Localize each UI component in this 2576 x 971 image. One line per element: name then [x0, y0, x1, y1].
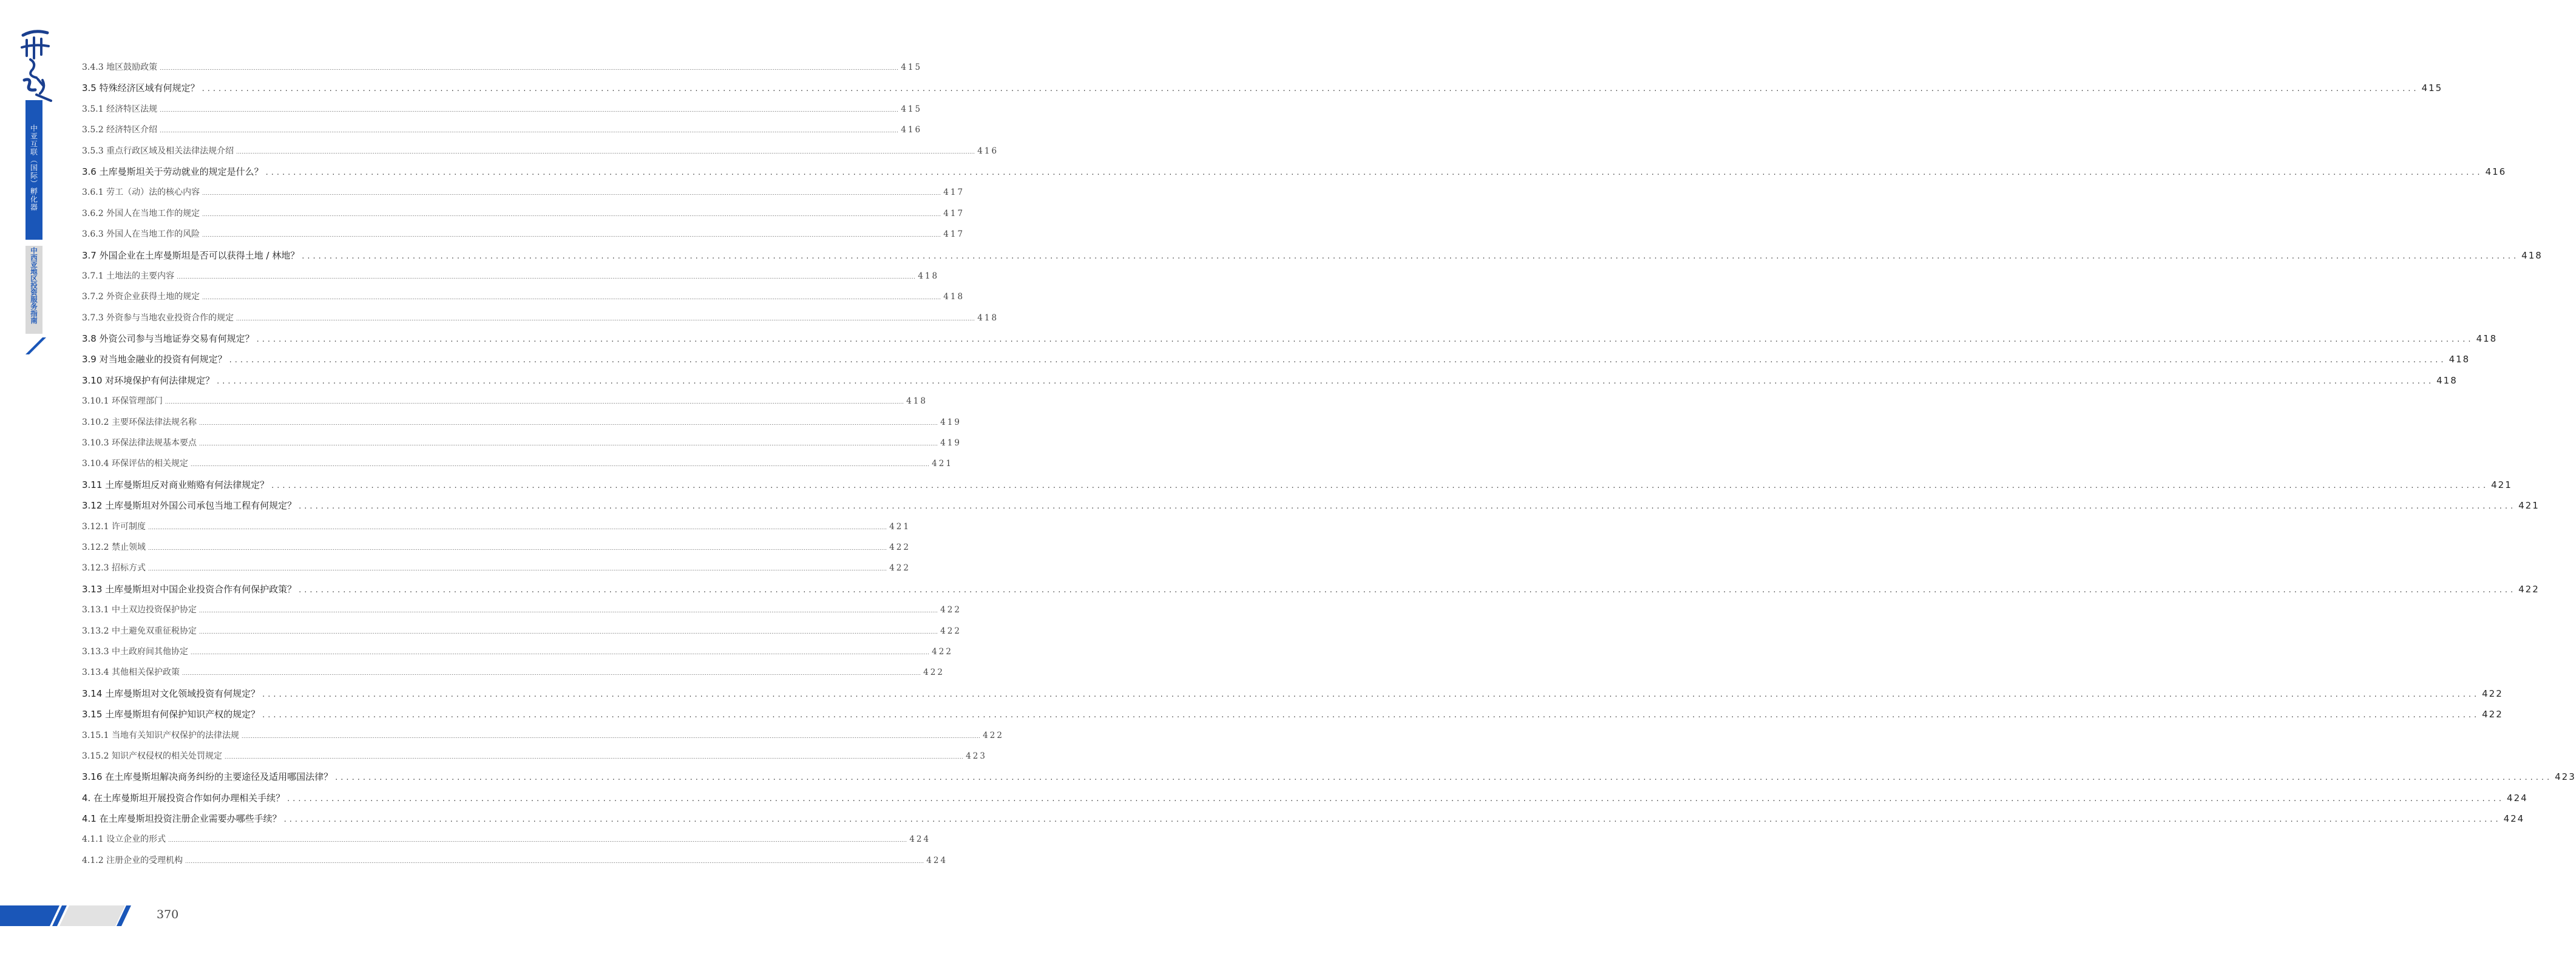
toc-entry-title: 3.4.3 地区鼓励政策 — [82, 63, 158, 72]
toc-entry-title: 3.5 特殊经济区域有何规定？ — [82, 83, 200, 94]
toc-entry-title: 3.7.1 土地法的主要内容 — [82, 271, 175, 281]
toc-entry-subsection[interactable] — [82, 144, 999, 165]
toc-entry-page: 422 — [2482, 688, 2503, 699]
toc-entry-subsection[interactable] — [82, 561, 910, 582]
toc-entry-section[interactable] — [82, 478, 2512, 499]
dot-leader: ................................................................................................................................................................................................................................................................................................................................................................................................................ — [164, 399, 904, 405]
toc-entry-subsection[interactable] — [82, 603, 961, 624]
toc-entry-page: 417 — [943, 188, 965, 198]
toc-entry-title: 3.13.3 中土政府间其他协定 — [82, 646, 188, 657]
toc-entry-title: 3.6.3 外国人在当地工作的风险 — [82, 229, 200, 240]
toc-entry-page: 424 — [926, 855, 948, 865]
dot-leader: ................................................................................................................................................................................................................................................................................................................................................................................................................ — [202, 211, 941, 217]
toc-entry-subsection[interactable] — [82, 394, 927, 415]
dot-leader: ................................................................................................................................................................................................................................................................................................................................................................................................................ — [198, 608, 938, 614]
toc-entry-page: 416 — [2485, 166, 2507, 177]
toc-entry-page: 421 — [2518, 500, 2540, 512]
toc-entry-subsection[interactable] — [82, 290, 965, 311]
toc-entry-page: 421 — [932, 459, 953, 469]
toc-entry-page: 418 — [2476, 333, 2498, 345]
toc-entry-title: 3.10.1 环保管理部门 — [82, 396, 163, 407]
toc-entry-page: 415 — [901, 104, 923, 114]
toc-entry-subsection[interactable] — [82, 541, 910, 561]
toc-entry-title: 3.6.1 劳工（动）法的核心内容 — [82, 188, 200, 198]
toc-entry-section[interactable] — [82, 708, 2503, 728]
dot-leader: ................................................................................................................................................................................................................................................................................................................................................................................................................ — [147, 566, 887, 572]
dot-leader: ................................................................................................................................................................................................................................................................................................................................................................................................................ — [236, 316, 975, 322]
toc-entry-subsection[interactable] — [82, 666, 944, 686]
dot-leader: ................................................................................................................................................................................................................................................................................................................................................................................................................ — [198, 441, 938, 447]
toc-entry-title: 4.1.1 设立企业的形式 — [82, 834, 166, 845]
toc-entry-title: 3.12 土库曼斯坦对外国公司承包当地工程有何规定？ — [82, 500, 297, 512]
toc-entry-subsection[interactable] — [82, 311, 999, 332]
toc-entry-title: 3.13.2 中土避免双重征税协定 — [82, 626, 197, 636]
toc-entry-page: 421 — [889, 521, 910, 532]
toc-entry-page: 422 — [889, 563, 910, 573]
dot-leader: ................................................................................................................................................................................................................................................................................................................................................................................................................ — [299, 585, 2517, 595]
toc-entry-title: 3.12.1 许可制度 — [82, 521, 146, 532]
toc-entry-page: 422 — [940, 626, 961, 636]
dot-leader: ................................................................................................................................................................................................................................................................................................................................................................................................................ — [256, 335, 2474, 345]
dot-leader: ................................................................................................................................................................................................................................................................................................................................................................................................................ — [229, 356, 2447, 365]
toc-entry-page: 418 — [2449, 354, 2470, 365]
toc-entry-page: 422 — [2482, 709, 2503, 720]
toc-entry-subsection[interactable] — [82, 186, 965, 206]
toc-entry-page: 419 — [940, 417, 961, 427]
toc-entry-title: 3.5.2 经济特区介绍 — [82, 125, 158, 135]
toc-entry-title: 3.5.3 重点行政区域及相关法律法规介绍 — [82, 146, 234, 156]
dot-leader: ................................................................................................................................................................................................................................................................................................................................................................................................................ — [335, 773, 2553, 783]
toc-entry-title: 3.12.3 招标方式 — [82, 563, 146, 573]
toc-entry-page: 422 — [2518, 583, 2540, 595]
toc-entry-subsection[interactable] — [82, 207, 965, 228]
toc-entry-title: 3.12.2 禁止领域 — [82, 542, 146, 552]
dot-leader: ................................................................................................................................................................................................................................................................................................................................................................................................................ — [217, 376, 2435, 386]
dot-leader: ................................................................................................................................................................................................................................................................................................................................................................................................................ — [283, 815, 2501, 825]
toc-entry-title: 3.10 对环境保护有何法律规定？ — [82, 374, 215, 386]
dot-leader: ................................................................................................................................................................................................................................................................................................................................................................................................................ — [177, 274, 916, 280]
toc-entry-section[interactable] — [82, 81, 2443, 102]
toc-entry-title: 3.9 对当地金融业的投资有何规定？ — [82, 354, 227, 365]
toc-entry-page: 418 — [918, 271, 940, 281]
toc-entry-title: 3.13.1 中土双边投资保护协定 — [82, 605, 197, 615]
toc-entry-title: 3.6 土库曼斯坦关于劳动就业的规定是什么？ — [82, 166, 263, 177]
dot-leader: ................................................................................................................................................................................................................................................................................................................................................................................................................ — [160, 128, 899, 134]
toc-entry-title: 3.15.1 当地有关知识产权保护的法律法规 — [82, 730, 239, 740]
dot-leader: ................................................................................................................................................................................................................................................................................................................................................................................................................ — [147, 524, 887, 530]
toc-entry-subsection[interactable] — [82, 416, 961, 436]
dot-leader: ................................................................................................................................................................................................................................................................................................................................................................................................................ — [181, 671, 921, 677]
dot-leader: ................................................................................................................................................................................................................................................................................................................................................................................................................ — [241, 733, 981, 739]
toc-entry-page: 422 — [923, 668, 944, 678]
dot-leader: ................................................................................................................................................................................................................................................................................................................................................................................................................ — [202, 295, 941, 301]
toc-entry-section[interactable] — [82, 353, 2470, 373]
toc-entry-title: 3.14 土库曼斯坦对文化领域投资有何规定？ — [82, 688, 260, 699]
toc-entry-page: 422 — [983, 730, 1004, 740]
dot-leader: ................................................................................................................................................................................................................................................................................................................................................................................................................ — [160, 66, 899, 71]
toc-entry-title: 4.1.2 注册企业的受理机构 — [82, 855, 183, 865]
toc-entry-subsection[interactable] — [82, 269, 940, 290]
toc-entry-page: 416 — [977, 146, 999, 156]
toc-entry-subsection[interactable] — [82, 520, 910, 541]
dot-leader: ................................................................................................................................................................................................................................................................................................................................................................................................................ — [224, 754, 964, 760]
toc-entry-title: 4.1 在土库曼斯坦投资注册企业需要办哪些手续？ — [82, 813, 282, 825]
toc-entry-page: 419 — [940, 438, 961, 448]
dot-leader: ................................................................................................................................................................................................................................................................................................................................................................................................................ — [160, 107, 899, 113]
dot-leader: ................................................................................................................................................................................................................................................................................................................................................................................................................ — [262, 689, 2480, 699]
dot-leader: ................................................................................................................................................................................................................................................................................................................................................................................................................ — [299, 502, 2517, 512]
dot-leader: ................................................................................................................................................................................................................................................................................................................................................................................................................ — [287, 794, 2505, 804]
dot-leader: ................................................................................................................................................................................................................................................................................................................................................................................................................ — [262, 711, 2480, 720]
dot-leader: ................................................................................................................................................................................................................................................................................................................................................................................................................ — [265, 167, 2483, 177]
toc-entry-page: 422 — [940, 605, 961, 615]
toc-entry-page: 418 — [2521, 249, 2543, 261]
book-title-bar: 中西亚地区投资服务指南 — [25, 246, 42, 334]
toc-entry-section[interactable] — [82, 249, 2543, 269]
dot-leader: ................................................................................................................................................................................................................................................................................................................................................................................................................ — [202, 191, 941, 197]
slash-decoration — [24, 334, 46, 354]
toc-entry-subsection[interactable] — [82, 228, 965, 248]
series-name-bar: 中亚互联（国际）孵化器 — [25, 100, 42, 240]
toc-entry-section[interactable] — [82, 583, 2540, 603]
toc-entry-title: 3.13 土库曼斯坦对中国企业投资合作有何保护政策？ — [82, 583, 297, 595]
toc-entry-section[interactable] — [82, 499, 2540, 519]
dot-leader: ................................................................................................................................................................................................................................................................................................................................................................................................................ — [190, 649, 930, 655]
dot-leader: ................................................................................................................................................................................................................................................................................................................................................................................................................ — [185, 858, 924, 864]
toc-entry-title: 3.10.2 主要环保法律法规名称 — [82, 417, 197, 427]
toc-entry-subsection[interactable] — [82, 624, 961, 645]
side-spine — [0, 0, 55, 376]
toc-entry-page: 422 — [889, 542, 910, 552]
toc-entry-title: 3.7.2 外资企业获得土地的规定 — [82, 292, 200, 302]
toc-entry-title: 3.7.3 外资参与当地农业投资合作的规定 — [82, 313, 234, 323]
toc-entry-subsection[interactable] — [82, 103, 923, 123]
toc-entry-title: 3.11 土库曼斯坦反对商业贿赂有何法律规定？ — [82, 479, 269, 490]
toc-entry-title: 4. 在土库曼斯坦开展投资合作如何办理相关手续？ — [82, 792, 285, 804]
toc-entry-page: 417 — [943, 208, 965, 218]
toc-entry-title: 3.15.2 知识产权侵权的相关处罚规定 — [82, 751, 222, 761]
toc-entry-subsection[interactable] — [82, 833, 931, 853]
toc-entry-page: 415 — [901, 63, 923, 72]
toc-entry-page: 421 — [2491, 479, 2512, 490]
dot-leader: ................................................................................................................................................................................................................................................................................................................................................................................................................ — [147, 545, 887, 551]
toc-entry-section[interactable] — [82, 770, 2576, 791]
toc-entry-section[interactable] — [82, 165, 2507, 186]
toc-entry-page: 418 — [977, 313, 999, 323]
belt-road-logo — [18, 27, 52, 100]
toc-entry-subsection[interactable] — [82, 645, 953, 666]
toc-entry-page: 424 — [2503, 813, 2525, 825]
toc-entry-page: 424 — [909, 834, 931, 845]
toc-entry-subsection[interactable] — [82, 436, 961, 457]
toc-entry-title: 3.16 在土库曼斯坦解决商务纠纷的主要途径及适用哪国法律？ — [82, 771, 333, 783]
toc-entry-page: 416 — [901, 125, 923, 135]
dot-leader: ................................................................................................................................................................................................................................................................................................................................................................................................................ — [202, 84, 2419, 94]
toc-entry-page: 423 — [966, 751, 987, 761]
toc-entry-subsection[interactable] — [82, 457, 953, 478]
toc-entry-title: 3.10.4 环保评估的相关规定 — [82, 459, 188, 469]
page-number: 370 — [157, 908, 179, 921]
toc-entry-subsection[interactable] — [82, 61, 923, 81]
toc-entry-title: 3.15 土库曼斯坦有何保护知识产权的规定？ — [82, 709, 260, 720]
dot-leader: ................................................................................................................................................................................................................................................................................................................................................................................................................ — [236, 149, 975, 155]
dot-leader: ................................................................................................................................................................................................................................................................................................................................................................................................................ — [190, 462, 930, 468]
dot-leader: ................................................................................................................................................................................................................................................................................................................................................................................................................ — [198, 629, 938, 635]
toc-entry-page: 418 — [943, 292, 965, 302]
toc-entry-section[interactable] — [82, 687, 2503, 708]
footer-stripes — [0, 903, 140, 929]
toc-entry-subsection[interactable] — [82, 854, 948, 875]
toc-entry-page: 424 — [2507, 792, 2528, 804]
toc-entry-section[interactable] — [82, 791, 2528, 812]
toc-entry-title: 3.5.1 经济特区法规 — [82, 104, 158, 114]
toc-entry-page: 422 — [932, 646, 953, 657]
toc-entry-subsection[interactable] — [82, 729, 1004, 749]
toc-entry-subsection[interactable] — [82, 749, 987, 770]
toc-entry-page: 423 — [2555, 771, 2576, 783]
toc-entry-title: 3.7 外国企业在土库曼斯坦是否可以获得土地 / 林地？ — [82, 249, 300, 261]
dot-leader: ................................................................................................................................................................................................................................................................................................................................................................................................................ — [202, 232, 941, 239]
dot-leader: ................................................................................................................................................................................................................................................................................................................................................................................................................ — [168, 837, 907, 844]
toc-entry-subsection[interactable] — [82, 123, 923, 144]
dot-leader: ................................................................................................................................................................................................................................................................................................................................................................................................................ — [198, 420, 938, 426]
toc-entry-page: 418 — [906, 396, 927, 407]
toc-entry-page: 418 — [2436, 374, 2458, 386]
toc-entry-page: 417 — [943, 229, 965, 240]
dot-leader: ................................................................................................................................................................................................................................................................................................................................................................................................................ — [271, 481, 2489, 490]
toc-entry-section[interactable] — [82, 812, 2525, 833]
toc-entry-title: 3.8 外资公司参与当地证券交易有何规定？ — [82, 333, 254, 345]
toc-entry-title: 3.6.2 外国人在当地工作的规定 — [82, 208, 200, 218]
toc-entry-title: 3.13.4 其他相关保护政策 — [82, 668, 180, 678]
table-of-contents — [82, 61, 2576, 875]
toc-entry-title: 3.10.3 环保法律法规基本要点 — [82, 438, 197, 448]
dot-leader: ................................................................................................................................................................................................................................................................................................................................................................................................................ — [302, 251, 2520, 261]
toc-entry-page: 415 — [2421, 83, 2443, 94]
toc-entry-section[interactable] — [82, 374, 2458, 394]
toc-entry-section[interactable] — [82, 332, 2498, 353]
